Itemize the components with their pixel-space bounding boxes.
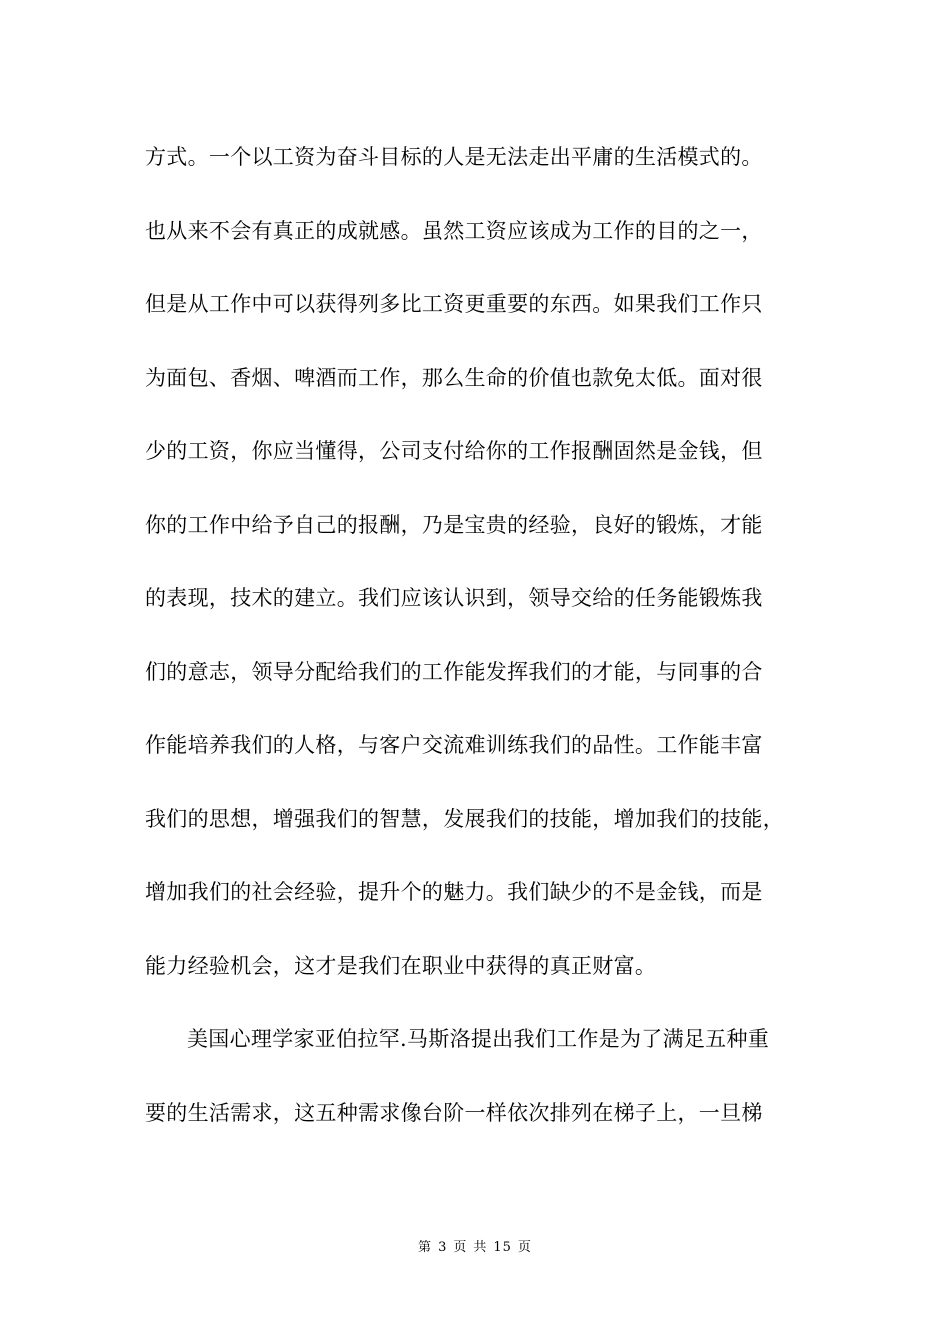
footer-total-word: 共: [473, 1240, 488, 1255]
text-line-1: 方式。一个以工资为奋斗目标的人是无法走出平庸的生活模式的。: [145, 145, 763, 169]
text-line-7: 的表现，技术的建立。我们应该认识到，领导交给的任务能锻炼我: [145, 586, 763, 610]
text-line-12: 能力经验机会，这才是我们在职业中获得的真正财富。: [145, 953, 657, 978]
text-line-11: 增加我们的社会经验，提升个的魅力。我们缺少的不是金钱，而是: [145, 880, 763, 904]
footer-total-pages: 15: [493, 1240, 512, 1255]
footer-suffix: 页: [517, 1240, 532, 1255]
text-line-13: 美国心理学家亚伯拉罕.马斯洛提出我们工作是为了满足五种重: [187, 1027, 770, 1051]
text-line-9: 作能培养我们的人格，与客户交流难训练我们的品性。工作能丰富: [145, 733, 763, 757]
text-line-10: 我们的思想，增强我们的智慧，发展我们的技能，增加我们的技能，: [145, 806, 784, 831]
text-line-14: 要的生活需求，这五种需求像台阶一样依次排列在梯子上，一旦梯: [145, 1100, 763, 1125]
text-line-4: 为面包、香烟、啤酒而工作，那么生命的价值也款免太低。面对很: [145, 365, 763, 390]
page-footer: [0, 1236, 950, 1255]
text-line-5: 少的工资，你应当懂得，公司支付给你的工作报酬固然是金钱，但: [145, 439, 763, 463]
footer-prefix: 第: [418, 1240, 433, 1255]
text-line-6: 你的工作中给予自己的报酬，乃是宝贵的经验，良好的锻炼，才能: [145, 512, 763, 537]
text-line-3: 但是从工作中可以获得列多比工资更重要的东西。如果我们工作只: [145, 292, 763, 316]
footer-page-word: 页: [453, 1240, 468, 1255]
text-line-2: 也从来不会有真正的成就感。虽然工资应该成为工作的目的之一，: [145, 218, 763, 243]
footer-current-page: 3: [438, 1240, 448, 1255]
body-text: [145, 132, 825, 1161]
text-line-8: 们的意志，领导分配给我们的工作能发挥我们的才能，与同事的合: [145, 659, 763, 684]
